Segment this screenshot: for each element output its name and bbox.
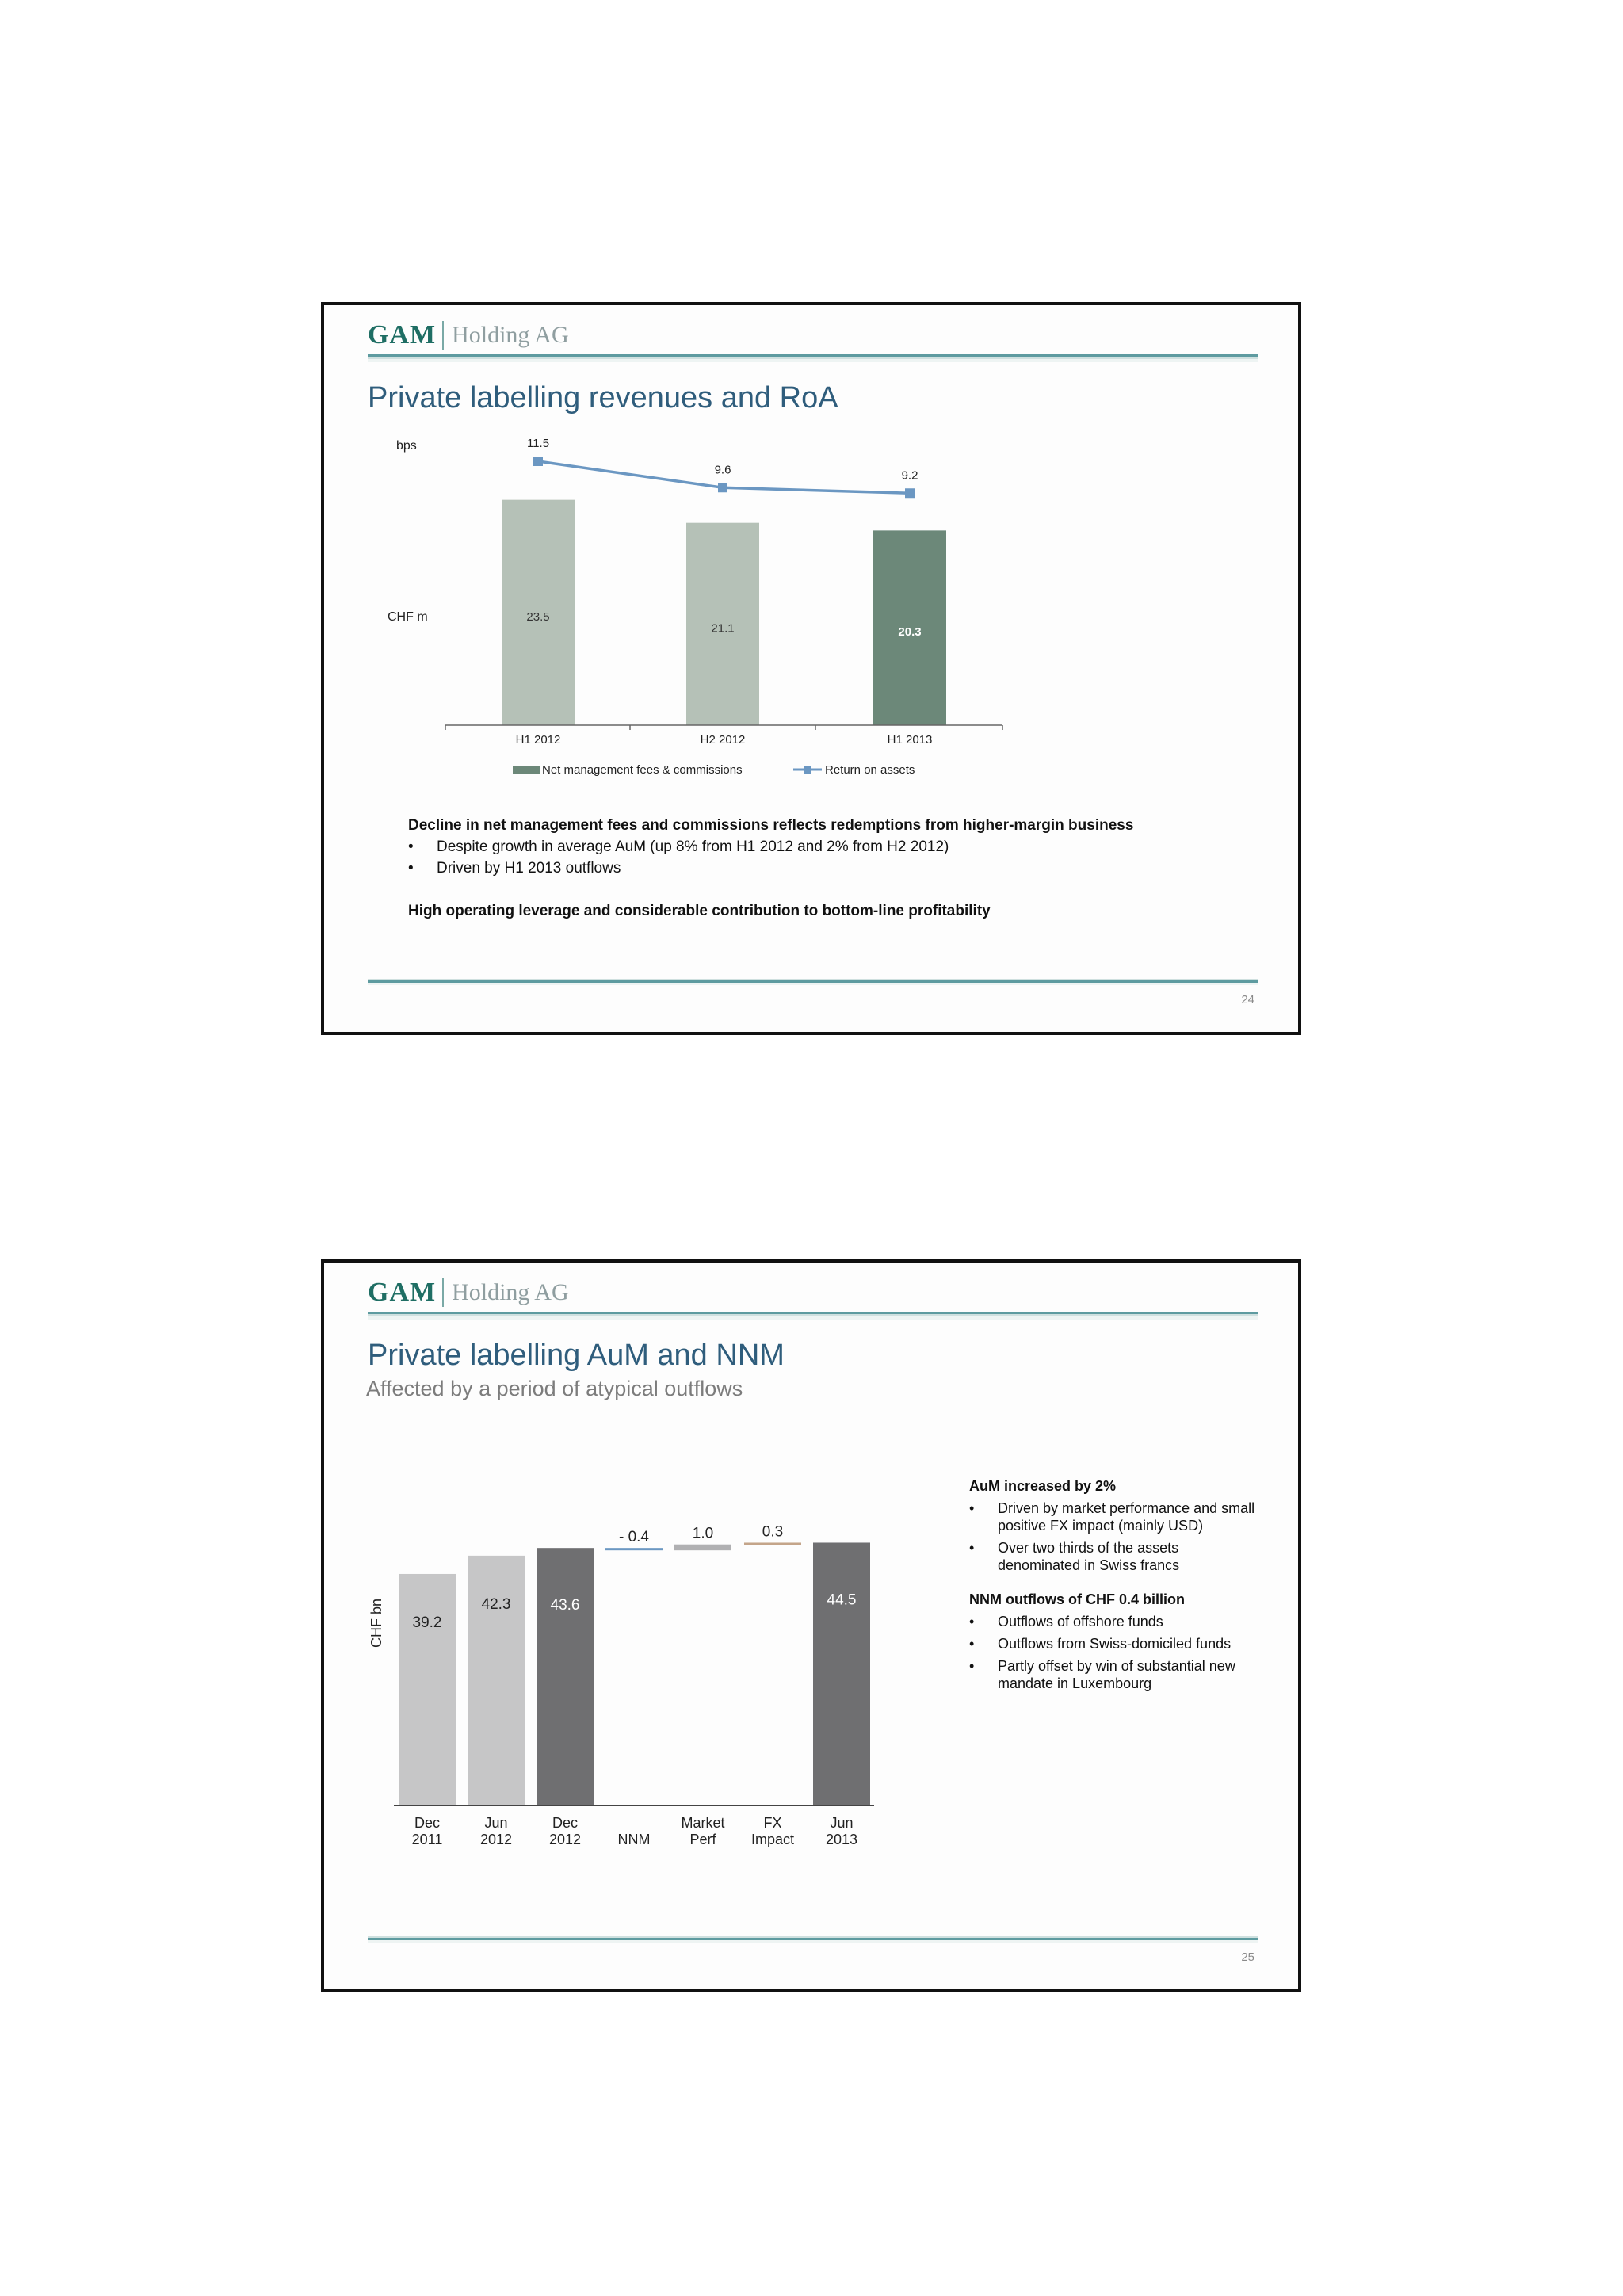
y-axis-label: CHF bn [369,1598,384,1648]
bar-value-label: 20.3 [898,625,922,640]
note-bullet-1: • Driven by market performance and small [998,1500,1254,1517]
x-tick-label: 2013 [825,1832,858,1847]
note-heading-2: NNM outflows of CHF 0.4 billion [969,1591,1185,1607]
x-tick-label: Impact [750,1832,795,1847]
legend-marker-roa [804,766,812,774]
note-bullet-5-cont: mandate in Luxembourg [998,1675,1152,1691]
x-tick-label: H1 2012 [515,733,561,747]
waterfall-value-label: 0.3 [762,1523,784,1541]
waterfall-value-label: 39.2 [412,1614,442,1631]
logo-brand: GAM [368,320,437,350]
roa-point [718,483,727,492]
finding-bullet-1: • Despite growth in average AuM (up 8% from H1 2012 and 2% from H2 2012) [437,839,949,856]
page-number: 25 [1241,1950,1254,1964]
waterfall-bar-jun-2012 [468,1556,525,1805]
finding-heading-1: Decline in net management fees and commissions reflects redemptions from higher-margin business [408,817,1134,834]
unit-label-chf: CHF m [388,610,428,624]
waterfall-value-label: - 0.4 [618,1529,650,1546]
waterfall-bar-fx-impact [744,1542,801,1545]
waterfall-bar-nnm [605,1548,663,1550]
slide-24 [321,302,1301,1035]
x-tick-label: Dec [552,1815,579,1831]
roa-point [905,488,915,498]
slide-title: Private labelling revenues and RoA [368,381,838,415]
legend-label-roa: Return on assets [825,763,915,777]
finding-heading-2: High operating leverage and considerable contribution to bottom-line profitability [408,903,991,919]
slide-25 [321,1259,1301,1992]
roa-value-label: 11.5 [526,437,550,450]
note-bullet-3: • Outflows of offshore funds [998,1614,1163,1630]
x-tick-label: Market [681,1815,725,1831]
waterfall-bar-dec-2012 [537,1548,594,1805]
note-bullet-2-cont: denominated in Swiss francs [998,1557,1180,1573]
note-bullet-5: • Partly offset by win of substantial new [998,1658,1235,1675]
logo-brand: GAM [368,1278,437,1307]
waterfall-value-label: 43.6 [550,1597,580,1614]
roa-value-label: 9.2 [901,468,918,483]
note-heading-1: AuM increased by 2% [969,1478,1117,1494]
waterfall-bar-jun-2013 [813,1542,870,1805]
x-tick-label: Jun [484,1815,508,1831]
revenue-roa-chart [324,305,1298,1032]
x-tick-label: NNM [617,1832,651,1847]
note-bullet-2: • Over two thirds of the assets [998,1540,1178,1557]
page-number: 24 [1241,993,1254,1007]
x-tick-label: Jun [830,1815,854,1831]
x-tick-label: 2012 [548,1832,582,1847]
x-tick-label: Dec [414,1815,441,1831]
unit-label-bps: bps [396,439,417,453]
x-tick-label: Perf [689,1832,716,1847]
bar-value-label: 21.1 [711,621,735,636]
logo-suffix: Holding AG [452,322,569,348]
roa-value-label: 9.6 [714,463,731,477]
waterfall-value-label: 44.5 [827,1591,857,1609]
logo-suffix: Holding AG [452,1279,569,1305]
bar-value-label: 23.5 [526,609,550,624]
legend-swatch-fees [513,766,540,774]
waterfall-bar-market-perf [674,1545,731,1550]
waterfall-value-label: 42.3 [481,1595,511,1613]
slide-title: Private labelling AuM and NNM [368,1339,785,1372]
x-tick-label: 2012 [479,1832,513,1847]
roa-point [533,457,543,466]
note-bullet-1-cont: positive FX impact (mainly USD) [998,1518,1204,1534]
waterfall-bar-dec-2011 [399,1574,456,1805]
x-tick-label: H2 2012 [700,733,746,747]
x-tick-label: FX [763,1815,782,1831]
slide-subtitle: Affected by a period of atypical outflows [366,1377,743,1400]
note-bullet-4: • Outflows from Swiss-domiciled funds [998,1636,1231,1652]
x-tick-label: 2011 [411,1832,443,1847]
finding-bullet-2: • Driven by H1 2013 outflows [437,860,621,877]
waterfall-value-label: 1.0 [692,1525,714,1542]
footer-rule [368,1936,1258,1943]
x-tick-label: H1 2013 [887,733,933,747]
footer-rule [368,979,1258,985]
legend-label-fees: Net management fees & commissions [542,763,743,777]
